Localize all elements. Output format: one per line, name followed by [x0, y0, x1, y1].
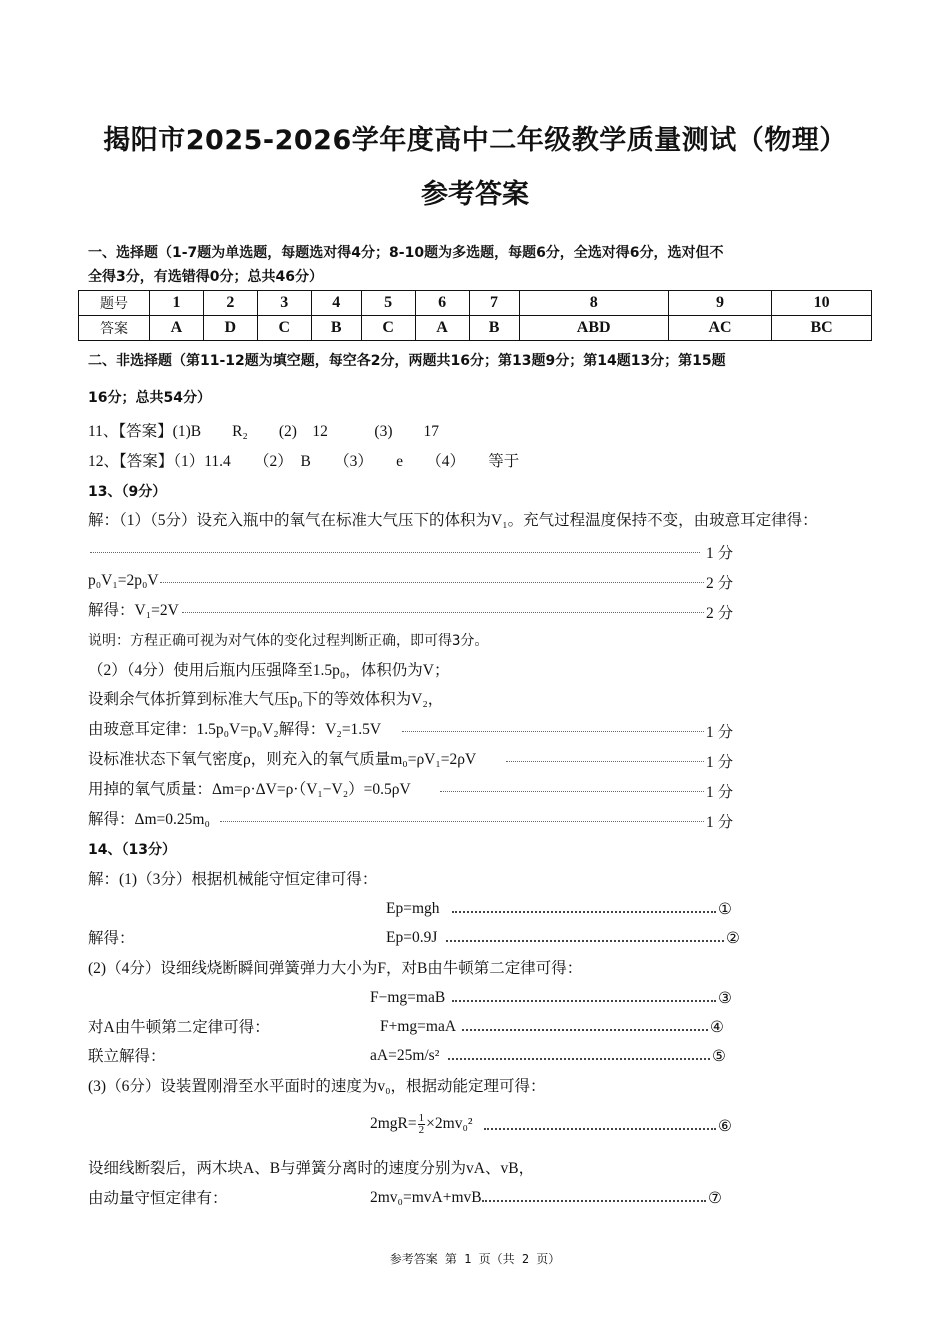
dotted-leader [402, 731, 704, 732]
q12-answer: 12、【答案】（1）11.4 （2） B （3） e （4） 等于 [88, 453, 520, 470]
table-row [79, 316, 872, 341]
equation-part: ×2mv₀² [426, 1115, 473, 1133]
q13-line: p₀V₁=2p₀V [88, 572, 159, 589]
dotted-leader [462, 1029, 708, 1031]
dotted-leader [452, 911, 716, 913]
table-cell-answer: B [469, 316, 519, 341]
table-cell-answer: C [361, 316, 415, 341]
table-cell-answer: AC [668, 316, 771, 341]
q14-line: 解得： [88, 930, 135, 947]
table-answer-label: 答案 [79, 316, 150, 341]
table-header-label: 题号 [79, 291, 150, 316]
q11-answer: 11、【答案】(1)B R₂ (2) 12 (3) 17 [88, 423, 439, 440]
equation-marker: ④ [710, 1019, 724, 1036]
q13-score: 1 分 [706, 784, 734, 801]
q14-line: 由动量守恒定律有： [88, 1190, 228, 1207]
q13-score: 2 分 [706, 605, 734, 622]
q13-line: 设剩余气体折算到标准大气压p₀下的等效体积为V₂， [88, 691, 444, 708]
table-cell-answer: BC [772, 316, 872, 341]
q13-line: 由玻意耳定律：1.5p₀V=p₀V₂解得：V₂=1.5V [88, 721, 382, 738]
table-cell-answer: B [311, 316, 361, 341]
q14-equation: F+mg=maA [380, 1018, 457, 1035]
q13-note: 说明：方程正确可视为对气体的变化过程判断正确，即可得3分。 [88, 633, 489, 649]
dotted-leader [220, 821, 704, 822]
q14-line: 解：(1)（3分）根据机械能守恒定律可得： [88, 871, 378, 888]
dotted-leader [484, 1128, 716, 1130]
section1-heading-line2: 全得3分，有选错得0分；总共46分） [88, 269, 323, 285]
equation-marker: ⑤ [712, 1048, 726, 1065]
q14-line: 对A由牛顿第二定律可得： [88, 1019, 270, 1036]
section2-heading-line2: 16分；总共54分） [88, 390, 211, 406]
q14-equation: aA=25m/s² [370, 1047, 440, 1064]
q14-line: (3)（6分）设装置刚滑至水平面时的速度为v₀，根据动能定理可得： [88, 1078, 546, 1095]
q14-heading: 14、（13分） [88, 842, 176, 858]
fraction-numerator: 1 [418, 1112, 425, 1124]
table-cell-answer: A [415, 316, 469, 341]
equation-marker: ① [718, 901, 732, 918]
q14-equation: F−mg=maB [370, 989, 446, 1006]
q14-equation: 2mv₀=mvA+mvB [370, 1189, 482, 1206]
dotted-leader [160, 582, 704, 583]
q14-equation: Ep=0.9J [386, 929, 438, 946]
dotted-leader [446, 940, 724, 942]
table-cell-number: 3 [257, 291, 311, 316]
table-cell-number: 4 [311, 291, 361, 316]
q14-line: 联立解得： [88, 1048, 166, 1065]
q14-line: (2)（4分）设细线烧断瞬间弹簧弹力大小为F，对B由牛顿第二定律可得： [88, 960, 583, 977]
dotted-leader [506, 761, 704, 762]
fraction [418, 1113, 426, 1136]
q13-score: 1 分 [706, 814, 734, 831]
section2-heading-line1: 二、非选择题（第11-12题为填空题，每空各2分，两题共16分；第13题9分；第14题13分；第15题 [88, 353, 726, 369]
equation-marker: ② [726, 930, 740, 947]
q13-score: 1 分 [706, 545, 734, 562]
table-cell-answer: A [150, 316, 204, 341]
fraction-denominator: 2 [418, 1124, 425, 1136]
q14-equation-energy [370, 1113, 473, 1136]
document-title: 揭阳市2025-2026学年度高中二年级教学质量测试（物理） [103, 125, 847, 156]
equation-marker: ③ [718, 990, 732, 1007]
q13-score: 1 分 [706, 754, 734, 771]
equation-marker: ⑥ [718, 1118, 732, 1135]
q13-score: 1 分 [706, 724, 734, 741]
table-row [79, 291, 872, 316]
q13-line: 解：（1）（5分）设充入瓶中的氧气在标准大气压下的体积为V₁。充气过程温度保持不变，由玻意耳定律得： [88, 512, 818, 529]
table-cell-number: 9 [668, 291, 771, 316]
document-subtitle: 参考答案 [421, 179, 529, 210]
dotted-leader [182, 612, 704, 613]
dotted-leader [482, 1200, 706, 1202]
table-cell-number: 7 [469, 291, 519, 316]
table-cell-answer: D [203, 316, 257, 341]
equation-part: 2mgR= [370, 1115, 417, 1133]
dotted-leader [90, 552, 700, 553]
table-cell-number: 1 [150, 291, 204, 316]
q13-line: 用掉的氧气质量：Δm=ρ·ΔV=ρ·（V₁−V₂）=0.5ρV [88, 781, 411, 798]
table-cell-number: 6 [415, 291, 469, 316]
q13-line: 设标准状态下氧气密度ρ，则充入的氧气质量m₀=ρV₁=2ρV [88, 751, 477, 768]
q13-score: 2 分 [706, 575, 734, 592]
dotted-leader [448, 1058, 710, 1060]
table-cell-number: 5 [361, 291, 415, 316]
q13-line: 解得：V₁=2V [88, 602, 179, 619]
q13-line: （2）（4分）使用后瓶内压强降至1.5p₀，体积仍为V； [88, 662, 450, 679]
table-cell-number: 8 [519, 291, 668, 316]
table-cell-number: 10 [772, 291, 872, 316]
table-cell-answer: C [257, 316, 311, 341]
q14-line: 设细线断裂后，两木块A、B与弹簧分离时的速度分别为vA、vB， [88, 1160, 535, 1177]
section1-heading-line1: 一、选择题（1-7题为单选题，每题选对得4分；8-10题为多选题，每题6分，全选对得6分，选对但不 [88, 245, 724, 261]
equation-marker: ⑦ [708, 1190, 722, 1207]
q13-heading: 13、（9分） [88, 484, 167, 500]
table-cell-number: 2 [203, 291, 257, 316]
table-cell-answer: ABD [519, 316, 668, 341]
dotted-leader [440, 791, 704, 792]
answer-table [78, 290, 872, 341]
dotted-leader [452, 1000, 716, 1002]
q14-equation: Ep=mgh [386, 900, 440, 917]
page-footer: 参考答案 第 1 页（共 2 页） [389, 1252, 561, 1266]
q13-line: 解得：Δm=0.25m₀ [88, 811, 210, 828]
